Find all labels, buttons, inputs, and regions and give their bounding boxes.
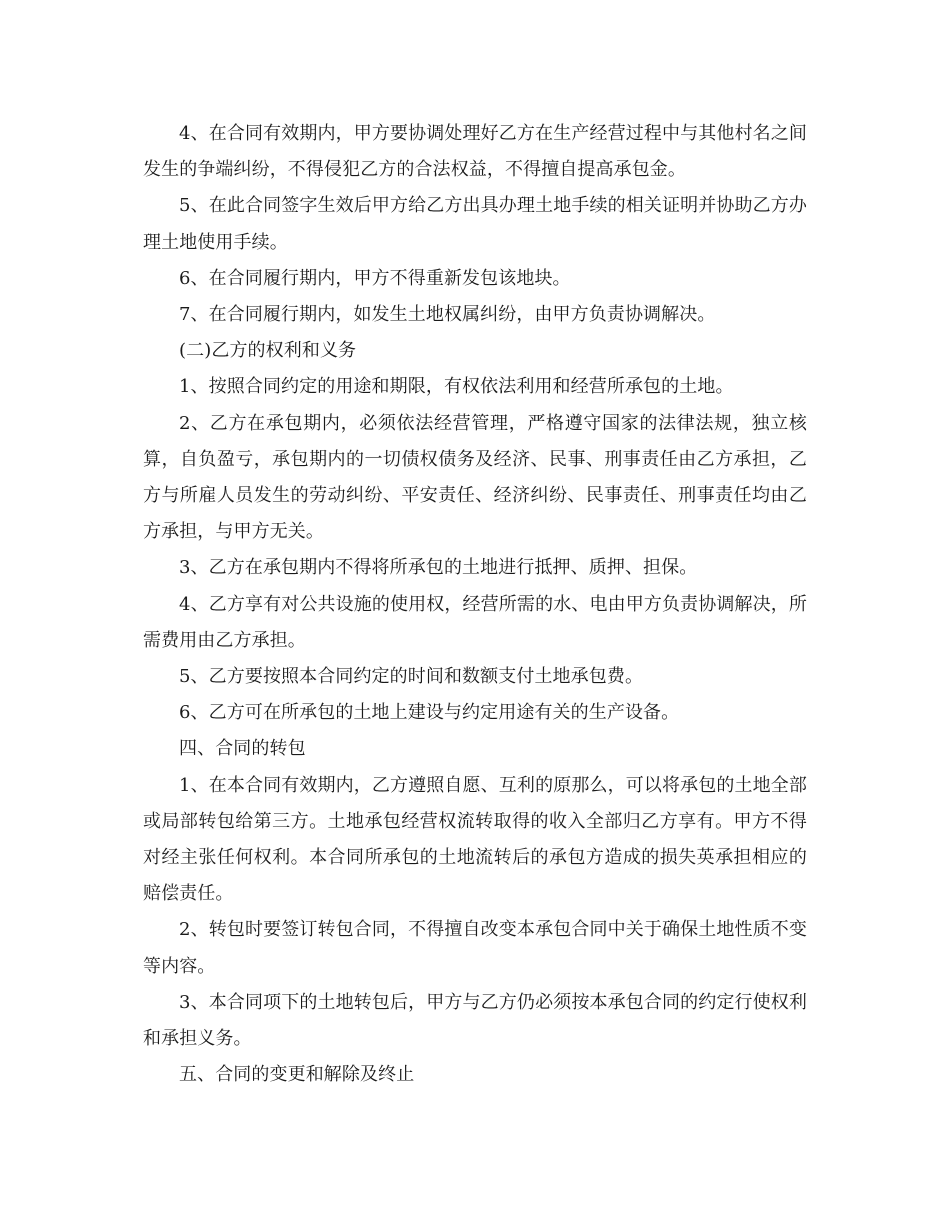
paragraph-party-a-obligation-4: 4、在合同有效期内，甲方要协调处理好乙方在生产经营过程中与其他村名之间发生的争端纠纷，不得侵犯乙方的合法权益，不得擅自提高承包金。 <box>143 123 807 181</box>
section-heading-subcontracting: 四、合同的转包 <box>179 738 306 760</box>
document-body <box>143 116 807 1093</box>
paragraph-party-b-right-2: 2、乙方在承包期内，必须依法经营管理，严格遵守国家的法律法规，独立核算，自负盈亏，承包期内的一切债权债务及经济、民事、刑事责任由乙方承担，乙方与所雇人员发生的劳动纠纷、平安责任、经济纠纷、民事责任、刑事责任均由乙方承担，与甲方无关。 <box>143 412 807 543</box>
paragraph-party-b-right-4: 4、乙方享有对公共设施的使用权，经营所需的水、电由甲方负责协调解决，所需费用由乙方承担。 <box>143 593 807 651</box>
paragraph-party-a-obligation-6: 6、在合同履行期内，甲方不得重新发包该地块。 <box>179 267 571 289</box>
paragraph-party-b-right-5: 5、乙方要按照本合同约定的时间和数额支付土地承包费。 <box>179 666 644 688</box>
paragraph-party-b-right-3: 3、乙方在承包期内不得将所承包的土地进行抵押、质押、担保。 <box>179 557 698 579</box>
paragraph-party-b-right-1: 1、按照合同约定的用途和期限，有权依法利用和经营所承包的土地。 <box>179 376 734 398</box>
paragraph-party-b-right-6: 6、乙方可在所承包的土地上建设与约定用途有关的生产设备。 <box>179 702 680 724</box>
paragraph-subcontracting-3: 3、本合同项下的土地转包后，甲方与乙方仍必须按本承包合同的约定行使权利和承担义务。 <box>143 991 807 1050</box>
paragraph-subcontracting-2: 2、转包时要签订转包合同，不得擅自改变本承包合同中关于确保土地性质不变等内容。 <box>143 919 807 977</box>
section-heading-party-b-rights: (二)乙方的权利和义务 <box>179 340 357 362</box>
paragraph-party-a-obligation-7: 7、在合同履行期内，如发生土地权属纠纷，由甲方负责协调解决。 <box>179 304 716 326</box>
section-heading-contract-changes: 五、合同的变更和解除及终止 <box>179 1064 415 1086</box>
paragraph-subcontracting-1: 1、在本合同有效期内，乙方遵照自愿、互利的原那么，可以将承包的土地全部或局部转包给第三方。土地承包经营权流转取得的收入全部归乙方享有。甲方不得对经主张任何权利。本合同所承包的土地流转后的承包方造成的损失英承担相应的赔偿责任。 <box>143 774 807 905</box>
paragraph-party-a-obligation-5: 5、在此合同签字生效后甲方给乙方出具办理土地手续的相关证明并协助乙方办理土地使用手续。 <box>143 195 807 253</box>
